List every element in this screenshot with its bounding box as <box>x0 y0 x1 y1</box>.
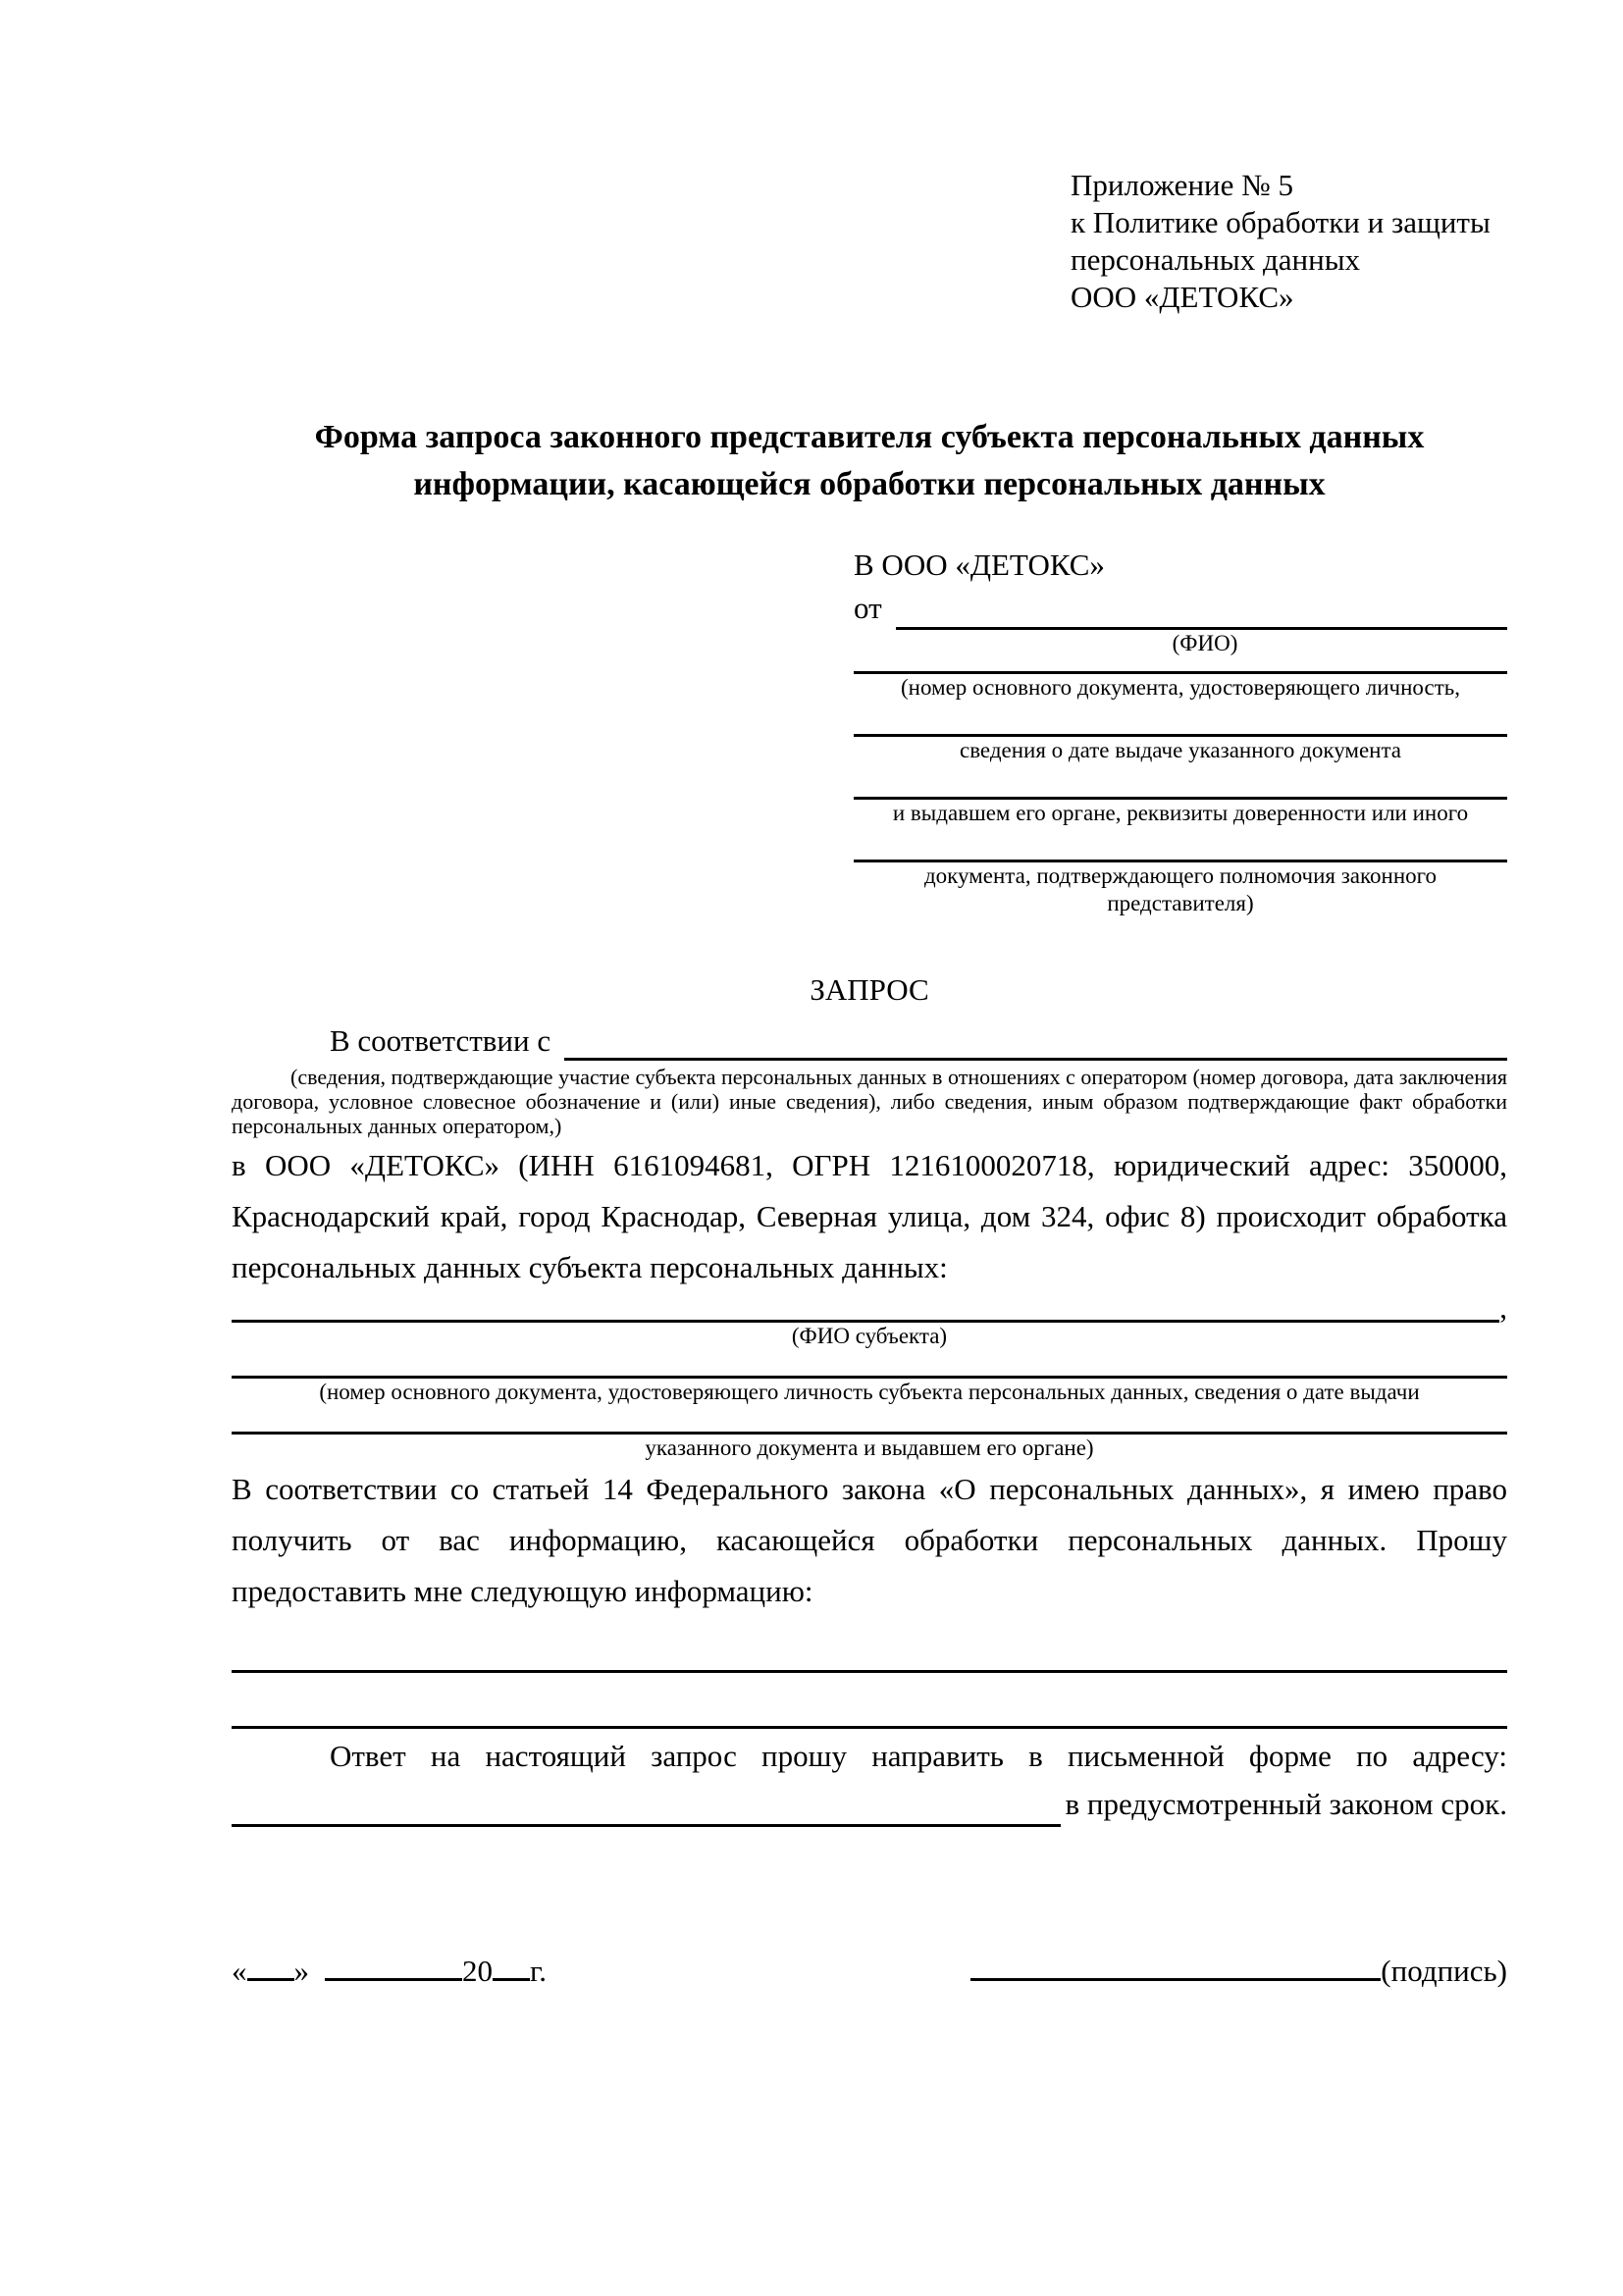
blank-line <box>232 1406 1507 1435</box>
signoff-row <box>232 1949 1507 1993</box>
appendix-line: ООО «ДЕТОКС» <box>1071 280 1294 314</box>
reply-sentence: Ответ на настоящий запрос прошу направить в письменной форме по адресу: <box>330 1739 1507 1773</box>
subject-line-suffix: , <box>1499 1290 1507 1325</box>
subject-doc-row <box>232 1350 1507 1379</box>
date-day-blank <box>247 1949 294 1981</box>
fio-caption: (ФИО) <box>1172 631 1238 655</box>
rights-paragraph: В соответствии со статьей 14 Федерального закона «О персональных данных», я имею право получить от вас информацию, касающейся обработки персональных данных. Прошу предоставить мне следующую информацию: <box>232 1472 1507 1608</box>
from-row <box>854 587 1507 630</box>
blank-line <box>232 1673 1507 1729</box>
request-heading: ЗАПРОС <box>810 972 929 1007</box>
addressee-block <box>854 544 1507 917</box>
appendix-line: к Политике обработки и защиты <box>1071 205 1491 239</box>
subject-caption: (номер основного документа, удостоверяющего личность субъекта персональных данных, сведения о дате выдачи <box>319 1380 1420 1404</box>
form-title <box>232 414 1507 508</box>
reply-address-blank-line <box>232 1791 1061 1827</box>
intro-blank-line <box>564 1024 1507 1061</box>
form-title-line-2: информации, касающейся обработки персональных данных <box>413 466 1326 502</box>
from-blank-line <box>896 592 1507 630</box>
signature-field <box>970 1949 1507 1993</box>
form-title-line-1: Форма запроса законного представителя субъекта персональных данных <box>314 419 1425 455</box>
subject-doc-row-2 <box>232 1406 1507 1435</box>
blank-caption: и выдавшем его органе, реквизиты доверенности или иного <box>892 801 1469 825</box>
blank-caption: сведения о дате выдаче указанного документа <box>959 738 1402 762</box>
from-label: от <box>854 591 882 625</box>
reply-address-row <box>232 1782 1507 1827</box>
intro-row <box>232 1021 1507 1061</box>
blank-line <box>854 764 1507 800</box>
signature-caption: (подпись) <box>1381 1954 1507 1988</box>
date-quote-close: » <box>293 1954 309 1988</box>
blank-line <box>854 827 1507 862</box>
blank-line <box>854 702 1507 737</box>
intro-footnote: (сведения, подтверждающие участие субъекта персональных данных в отношениях с оператором (номер договора, дата заключения договора, условное словесное обозначение и (или) иные сведения), либо сведения, иным образом подтверждающие факт обработки персональных данных оператором,) <box>232 1065 1507 1138</box>
blank-line <box>232 1306 1499 1323</box>
appendix-line: персональных данных <box>1071 242 1361 277</box>
date-month-blank <box>325 1949 462 1981</box>
date-year-blank <box>493 1949 530 1981</box>
intro-label: В соответствии с <box>330 1023 551 1058</box>
blank-caption: документа, подтверждающего полномочия законного представителя) <box>923 863 1437 915</box>
subject-caption: указанного документа и выдавшем его органе) <box>645 1435 1094 1460</box>
subject-fio-row <box>232 1290 1507 1325</box>
addressee-to: В ООО «ДЕТОКС» <box>854 548 1105 582</box>
blank-line <box>854 657 1507 674</box>
appendix-block <box>1071 167 1507 316</box>
date-field <box>232 1949 547 1993</box>
appendix-line: Приложение № 5 <box>1071 168 1293 202</box>
reply-suffix: в предусмотренный законом срок. <box>1065 1787 1507 1821</box>
date-quote-open: « <box>232 1954 247 1988</box>
signature-blank <box>970 1949 1381 1981</box>
subject-caption: (ФИО субъекта) <box>791 1324 948 1348</box>
blank-line <box>232 1617 1507 1673</box>
operator-paragraph: в ООО «ДЕТОКС» (ИНН 6161094681, ОГРН 1216100020718, юридический адрес: 350000, Краснодарский край, город Краснодар, Северная улица, дом 324, офис 8) происходит обработка персональных данных субъекта персональных данных: <box>232 1148 1507 1284</box>
blank-caption: (номер основного документа, удостоверяющего личность, <box>900 675 1460 700</box>
blank-line <box>232 1350 1507 1379</box>
date-year-suffix: г. <box>530 1954 547 1988</box>
date-year-prefix: 20 <box>462 1954 493 1988</box>
